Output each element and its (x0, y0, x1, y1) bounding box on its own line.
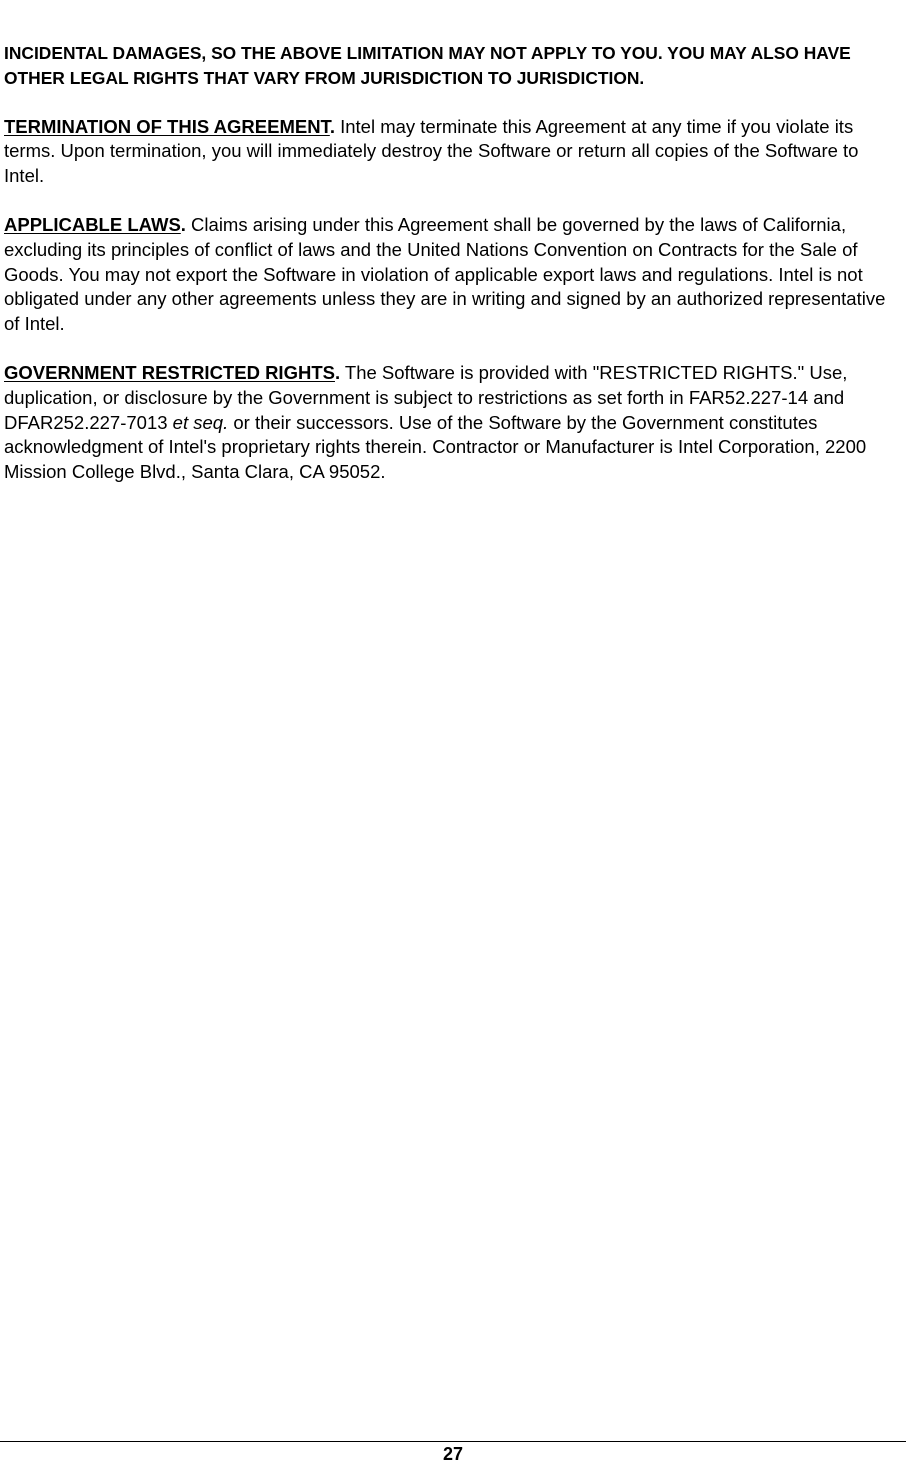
intro-paragraph: INCIDENTAL DAMAGES, SO THE ABOVE LIMITATION MAY NOT APPLY TO YOU. YOU MAY ALSO HAVE OTHER LEGAL RIGHTS THAT VARY FROM JURISDICTION TO JURISDICTION. (4, 43, 851, 88)
applicable-laws-body: Claims arising under this Agreement shall be governed by the laws of California, excluding its principles of conflict of laws and the United Nations Convention on Contracts for the Sale of Goods. You may not export the Software in violation of applicable export laws and regulations. Intel is not obligated under any other agreements unless they are in writing and signed by an authorized representative of Intel. (4, 213, 886, 335)
government-rights-body-part2: or their successors. Use of the Software by the Government constitutes acknowledgment of Intel's proprietary rights therein. Contractor or Manufacturer is Intel Corporation, 2200 Mission College Blvd., Santa Clara, CA 95052. (4, 411, 867, 483)
government-rights-et-seq: et seq. (172, 411, 229, 433)
termination-paragraph (4, 115, 902, 189)
termination-body: Intel may terminate this Agreement at any time if you violate its terms. Upon termination, you will immediately destroy the Software or return all copies of the Software to Intel. (4, 115, 859, 187)
applicable-laws-heading: APPLICABLE LAWS (4, 213, 181, 235)
applicable-laws-paragraph (4, 213, 902, 337)
footer-divider (0, 1441, 906, 1442)
government-rights-heading: GOVERNMENT RESTRICTED RIGHTS (4, 361, 335, 383)
applicable-laws-heading-period: . (180, 213, 186, 235)
document-body (4, 41, 902, 509)
page-number: 27 (442, 1444, 464, 1464)
termination-heading: TERMINATION OF THIS AGREEMENT (4, 115, 330, 137)
government-rights-paragraph (4, 361, 902, 485)
termination-heading-period: . (329, 115, 335, 137)
government-rights-heading-period: . (334, 361, 341, 383)
government-rights-body-part1: The Software is provided with "RESTRICTED RIGHTS." Use, duplication, or disclosure by the Government is subject to restrictions as set forth in FAR52.227-14 and DFAR252.227-7013 (4, 361, 848, 433)
